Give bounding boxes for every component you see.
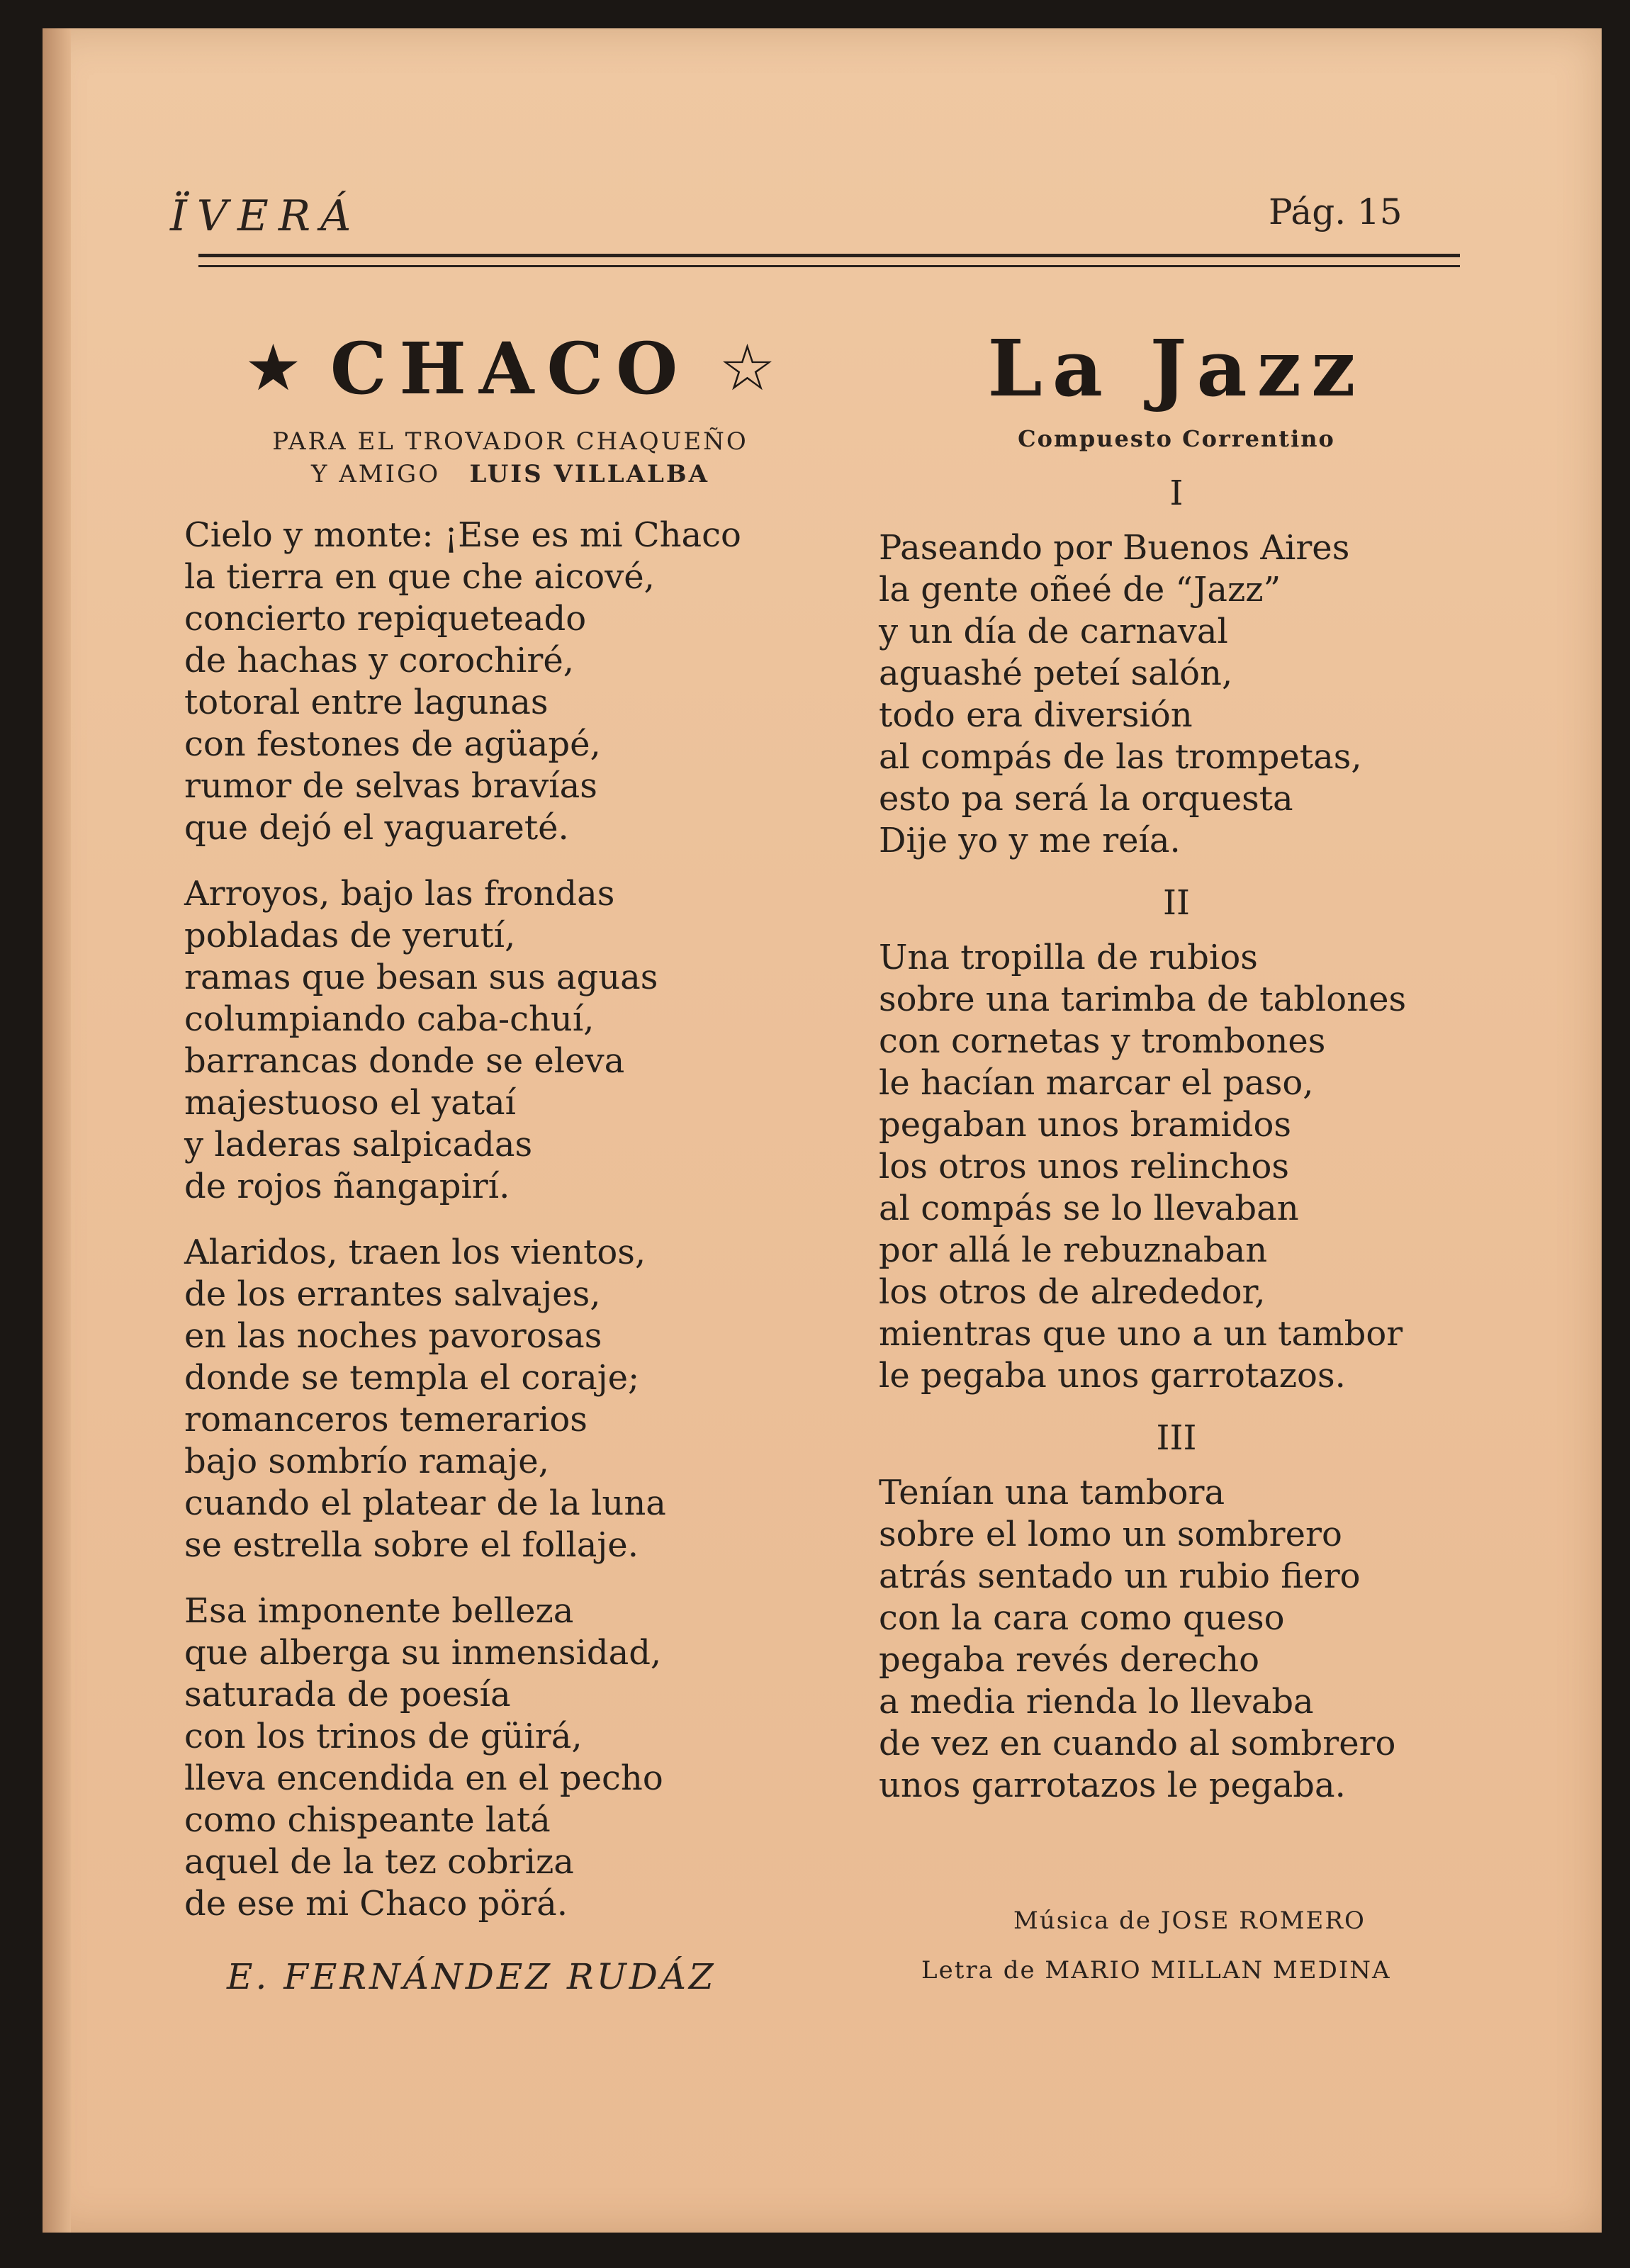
outline-star-icon: ☆ [719,331,776,405]
poem-line: romanceros temerarios [184,1400,588,1439]
poem-line: con cornetas y trombones [879,1021,1326,1061]
poem-line: sobre una tarimba de tablones [879,979,1407,1019]
poem-chaco-dedication [184,425,836,490]
poem-line: como chispeante latá [184,1800,551,1840]
poem-line: Una tropilla de rubios [879,938,1258,977]
poem-line: los otros unos relinchos [879,1147,1289,1186]
poem-line: lleva encendida en el pecho [184,1758,663,1798]
poem-line: Tenían una tambora [879,1473,1225,1512]
stanza [822,527,1531,862]
header-rule-thin [198,265,1460,267]
poem-chaco-stanzas [184,515,836,1925]
poem-line: pegaban unos bramidos [879,1105,1292,1145]
stanza [184,515,836,849]
poem-line: Esa imponente belleza [184,1591,574,1631]
poem-line: saturada de poesía [184,1675,511,1714]
poem-line: de ese mi Chaco pörá. [184,1884,568,1924]
stanza [822,1472,1531,1807]
poem-line: Dije yo y me reía. [879,821,1181,860]
section-numeral: III [1156,1418,1197,1458]
music-credit: Música de JOSE ROMERO [1013,1907,1366,1935]
page-number: Pág. 15 [1269,191,1403,232]
poem-chaco-title-row [184,312,836,425]
poem-line: sobre el lomo un sombrero [879,1515,1342,1554]
poem-line: todo era diversión [879,695,1193,735]
poem-line: le pegaba unos garrotazos. [879,1356,1346,1396]
poem-line: de rojos ñangapirí. [184,1167,510,1206]
poem-line: mientras que uno a un tambor [879,1314,1403,1354]
stanza [184,1590,836,1925]
poem-line: la tierra en que che aicové, [184,557,655,597]
poem-line: rumor de selvas bravías [184,766,597,806]
section-numeral: II [1163,883,1190,923]
lyrics-credit: Letra de MARIO MILLAN MEDINA [921,1956,1391,1984]
poem-line: pegaba revés derecho [879,1640,1260,1680]
poem-line: y laderas salpicadas [184,1125,533,1164]
poem-line: al compás de las trompetas, [879,737,1362,777]
poem-line: que alberga su inmensidad, [184,1633,662,1673]
dedication-prefix: Y AMIGO [310,460,441,488]
poem-line: cuando el platear de la luna [184,1483,666,1523]
poem-line: se estrella sobre el follaje. [184,1525,639,1565]
poem-chaco-title: CHACO [330,327,691,410]
poem-line: donde se templa el coraje; [184,1358,640,1398]
poem-line: atrás sentado un rubio fiero [879,1556,1361,1596]
poem-line: esto pa será la orquesta [879,779,1293,819]
poem-line: aguashé peteí salón, [879,653,1233,693]
poem-line: en las noches pavorosas [184,1316,602,1356]
poem-la-jazz-title: La Jazz [987,322,1366,414]
poem-line: Arroyos, bajo las frondas [184,874,615,914]
poem-line: pobladas de yerutí, [184,916,516,955]
poem-line: Alaridos, traen los vientos, [184,1233,646,1272]
poem-line: que dejó el yaguareté. [184,808,569,848]
poem-line: ramas que besan sus aguas [184,958,658,997]
stanza [822,937,1531,1397]
poem-line: de los errantes salvajes, [184,1274,601,1314]
dedication-line-1: PARA EL TROVADOR CHAQUEÑO [272,427,748,456]
poem-line: aquel de la tez cobriza [184,1842,574,1882]
poem-line: Paseando por Buenos Aires [879,528,1350,568]
poem-line: de vez en cuando al sombrero [879,1724,1396,1763]
page-spine [43,28,71,2233]
poem-line: columpiando caba-chuí, [184,999,595,1039]
poem-line: le hacían marcar el paso, [879,1063,1314,1103]
poem-line: con festones de agüapé, [184,724,601,764]
poem-line: barrancas donde se eleva [184,1041,625,1081]
poem-la-jazz-sections [822,473,1531,1807]
poem-line: de hachas y corochiré, [184,641,574,680]
dedication-line-2 [184,458,836,490]
poem-line: y un día de carnaval [879,612,1228,651]
poem-line: bajo sombrío ramaje, [184,1442,549,1481]
section-numeral: I [1169,473,1184,513]
poem-chaco-author: E. FERNÁNDEZ RUDÁZ [227,1956,716,1997]
poem-line: por allá le rebuznaban [879,1230,1268,1270]
header-rule-thick [198,254,1460,257]
stanza [184,873,836,1208]
poem-chaco [184,312,836,1925]
poem-line: unos garrotazos le pegaba. [879,1765,1346,1805]
poem-line: concierto repiqueteado [184,599,587,639]
poem-line: Cielo y monte: ¡Ese es mi Chaco [184,515,741,555]
poem-line: al compás se lo llevaban [879,1189,1299,1228]
poem-line: con los trinos de güirá, [184,1717,583,1756]
poem-line: los otros de alrededor, [879,1272,1266,1312]
poem-line: a media rienda lo llevaba [879,1682,1314,1722]
magazine-title: ÏVERÁ [170,191,361,241]
poem-la-jazz-subtitle: Compuesto Correntino [1018,425,1335,452]
poem-la-jazz [822,312,1531,1807]
stanza [184,1232,836,1566]
poem-line: la gente oñeé de “Jazz” [879,570,1281,610]
poem-line: con la cara como queso [879,1598,1285,1638]
magazine-page [43,28,1602,2233]
poem-line: totoral entre lagunas [184,683,549,722]
dedication-name: LUIS VILLALBA [469,460,710,488]
poem-line: majestuoso el yataí [184,1083,516,1123]
solid-star-icon: ★ [244,331,302,405]
